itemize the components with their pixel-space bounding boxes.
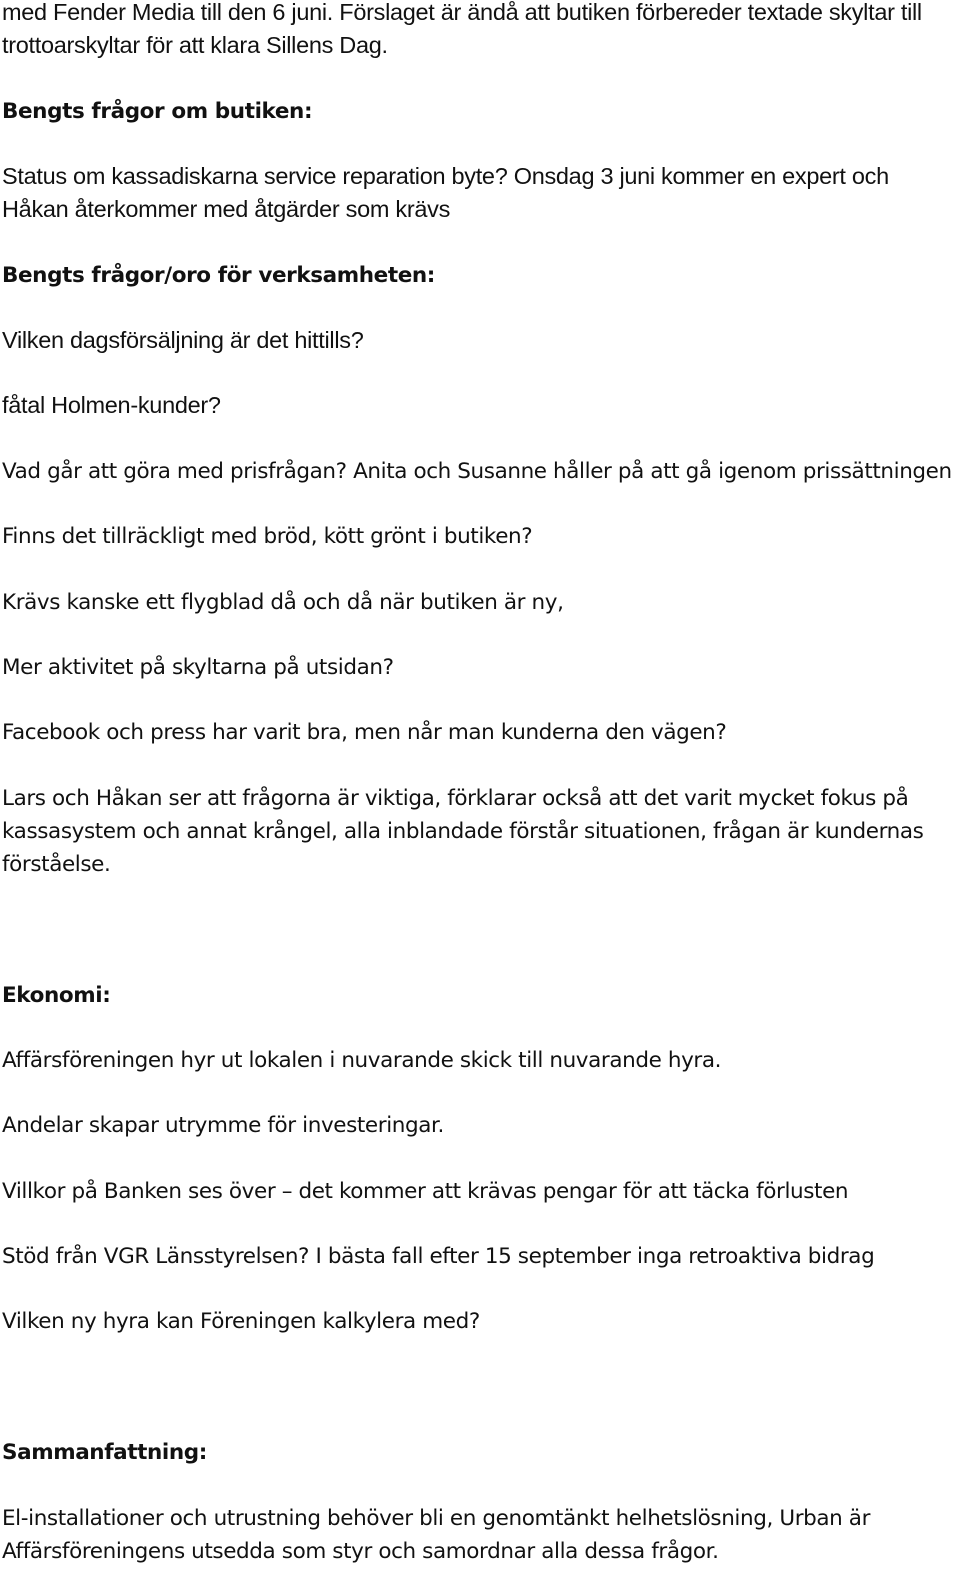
summary-heading: Sammanfattning: [2, 1440, 208, 1465]
business-question-4: Finns det tillräckligt med bröd, kött grönt i butiken? [2, 524, 533, 549]
store-status-answer: Onsdag 3 juni kommer en expert och [507, 163, 889, 189]
business-question-7: Facebook och press har varit bra, men når man kunderna den vägen? [2, 720, 727, 745]
intro-line-1: med Fender Media till den 6 juni. Förslaget är ändå att butiken förbereder textade skyltar till [2, 0, 922, 25]
summary-line-2: Affärsföreningens utsedda som styr och samordnar alla dessa frågor. [2, 1539, 719, 1564]
business-answer-line-2: kassasystem och annat krångel, alla inblandade förstår situationen, frågan är kundernas [2, 819, 924, 844]
business-questions-heading: Bengts frågor/oro för verksamheten: [2, 263, 436, 288]
business-question-2: fåtal Holmen-kunder? [2, 392, 221, 418]
economy-heading: Ekonomi: [2, 983, 111, 1008]
store-status-line-1 [2, 160, 889, 194]
summary-line-1: El-installationer och utrustning behöver bli en genomtänkt helhetslösning, Urban är [2, 1506, 871, 1531]
business-question-3-text: Vad går att göra med prisfrågan? [2, 459, 347, 484]
business-question-3-answer: Anita och Susanne håller på att gå igenom prissättningen [346, 459, 952, 484]
economy-paragraph-4: Stöd från VGR Länsstyrelsen? I bästa fall efter 15 september inga retroaktiva bidrag [2, 1244, 875, 1269]
business-answer-line-1: Lars och Håkan ser att frågorna är viktiga, förklarar också att det varit mycket fokus på [2, 786, 909, 811]
store-questions-heading: Bengts frågor om butiken: [2, 99, 313, 124]
business-question-5: Krävs kanske ett flygblad då och då när butiken är ny, [2, 590, 564, 615]
economy-paragraph-5: Vilken ny hyra kan Föreningen kalkylera med? [2, 1309, 480, 1334]
economy-paragraph-1: Affärsföreningen hyr ut lokalen i nuvarande skick till nuvarande hyra. [2, 1048, 722, 1073]
business-question-3 [2, 455, 952, 488]
economy-paragraph-2: Andelar skapar utrymme för investeringar. [2, 1113, 444, 1138]
store-status-line-2: Håkan återkommer med åtgärder som krävs [2, 196, 451, 222]
business-answer-line-3: förståelse. [2, 852, 111, 877]
business-question-1: Vilken dagsförsäljning är det hittills? [2, 327, 364, 353]
economy-paragraph-3: Villkor på Banken ses över – det kommer att krävas pengar för att täcka förlusten [2, 1179, 849, 1204]
intro-line-2: trottoarskyltar för att klara Sillens Dag. [2, 32, 388, 58]
business-question-6: Mer aktivitet på skyltarna på utsidan? [2, 655, 394, 680]
store-status-question: Status om kassadiskarna service reparation byte? [2, 163, 508, 189]
